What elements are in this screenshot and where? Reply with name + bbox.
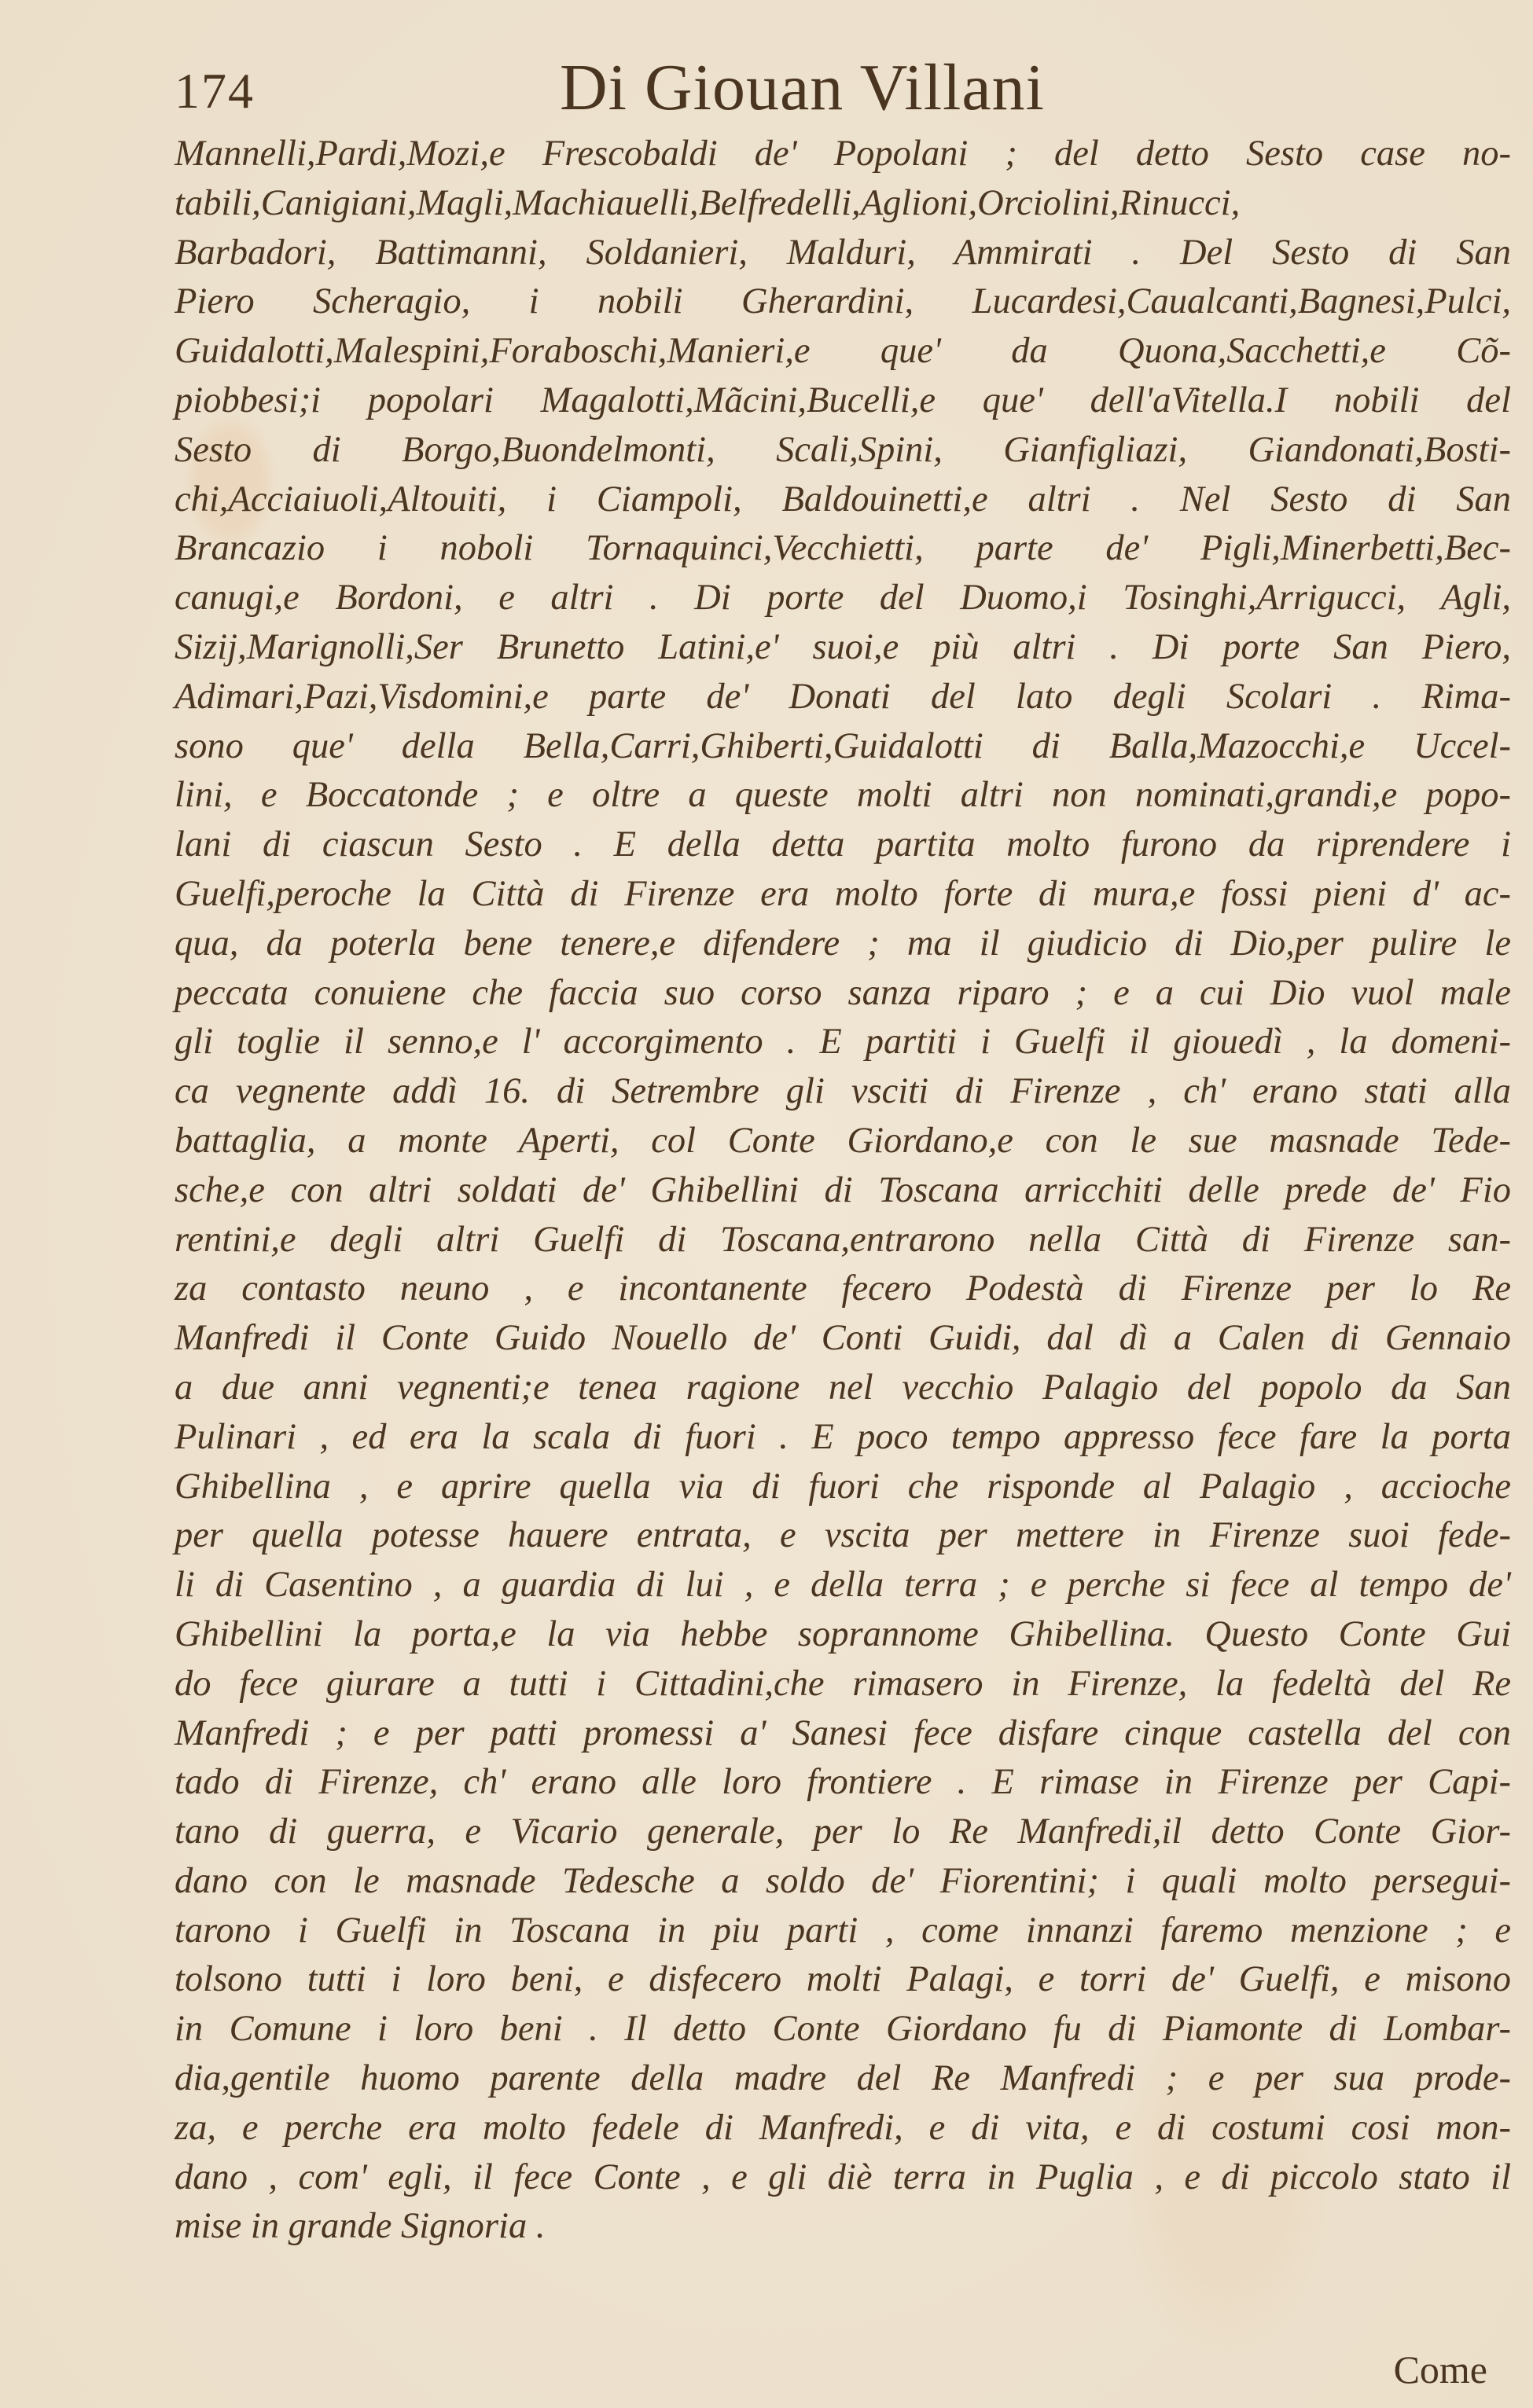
text-line: Adimari,Pazi,Visdomini,e parte de' Donati del lato degli Scolari . Rima- — [175, 676, 1511, 717]
text-line: Guidalotti,Malespini,Foraboschi,Manieri,e que' da Quona,Sacchetti,e Cõ- — [175, 331, 1511, 372]
text-line: Barbadori, Battimanni, Soldanieri, Malduri, Ammirati . Del Sesto di San — [175, 232, 1511, 273]
text-line: mise in grande Signoria . — [175, 2206, 546, 2247]
text-line: tabili,Canigiani,Magli,Machiauelli,Belfredelli,Aglioni,Orciolini,Rinucci, — [175, 182, 1241, 223]
book-page — [175, 51, 1511, 2391]
text-line: li di Casentino , a guardia di lui , e della terra ; e perche si fece al tempo de' — [175, 1565, 1511, 1606]
catchword: Come — [1393, 2347, 1487, 2391]
text-line: Ghibellini la porta,e la via hebbe soprannome Ghibellina. Questo Conte Gui — [175, 1613, 1511, 1654]
text-line: a due anni vegnenti;e tenea ragione nel vecchio Palagio del popolo da San — [175, 1367, 1511, 1408]
text-line: sono que' della Bella,Carri,Ghiberti,Guidalotti di Balla,Mazocchi,e Uccel- — [175, 725, 1511, 766]
body-text — [175, 130, 1511, 2252]
text-line: za contasto neuno , e incontanente fecero Podestà di Firenze per lo Re — [175, 1268, 1511, 1309]
text-line: Ghibellina , e aprire quella via di fuori che risponde al Palagio , accioche — [175, 1466, 1511, 1507]
text-line: gli toglie il senno,e l' accorgimento . E partiti i Guelfi il giouedì , la domeni- — [175, 1022, 1511, 1063]
text-line: lani di ciascun Sesto . E della detta partita molto furono da riprendere i — [175, 824, 1511, 865]
text-line: tarono i Guelfi in Toscana in piu parti , come innanzi faremo menzione ; e — [175, 1910, 1511, 1951]
text-line: Sesto di Borgo,Buondelmonti, Scali,Spini, Gianfigliazi, Giandonati,Bosti- — [175, 429, 1511, 470]
text-line: Guelfi,peroche la Città di Firenze era molto forte di mura,e fossi pieni d' ac- — [175, 873, 1511, 914]
text-line: Manfredi il Conte Guido Nouello de' Conti Guidi, dal dì a Calen di Gennaio — [175, 1318, 1511, 1359]
text-line: canugi,e Bordoni, e altri . Di porte del Duomo,i Tosinghi,Arrigucci, Agli, — [175, 578, 1511, 619]
text-line: rentini,e degli altri Guelfi di Toscana,entrarono nella Città di Firenze san- — [175, 1219, 1511, 1260]
text-line: peccata conuiene che faccia suo corso sanza riparo ; e a cui Dio vuol male — [175, 972, 1511, 1013]
text-line: dia,gentile huomo parente della madre del Re Manfredi ; e per sua prode- — [175, 2058, 1511, 2099]
text-line: piobbesi;i popolari Magalotti,Mãcini,Bucelli,e que' dell'aVitella.I nobili del — [175, 380, 1511, 420]
running-title: Di Giouan Villani — [560, 51, 1046, 124]
text-line: dano con le masnade Tedesche a soldo de' Fiorentini; i quali molto persegui- — [175, 1860, 1511, 1901]
text-line: battaglia, a monte Aperti, col Conte Giordano,e con le sue masnade Tede- — [175, 1120, 1511, 1161]
text-line: tolsono tutti i loro beni, e disfecero molti Palagi, e torri de' Guelfi, e misono — [175, 1959, 1511, 2000]
text-line: za, e perche era molto fedele di Manfredi, e di vita, e di costumi cosi mon- — [175, 2107, 1511, 2148]
text-line: Sizij,Marignolli,Ser Brunetto Latini,e' suoi,e più altri . Di porte San Piero, — [175, 626, 1511, 667]
text-line: lini, e Boccatonde ; e oltre a queste molti altri non nominati,grandi,e popo- — [175, 775, 1511, 816]
text-line: per quella potesse hauere entrata, e vscita per mettere in Firenze suoi fede- — [175, 1515, 1511, 1556]
text-line: do fece giurare a tutti i Cittadini,che rimasero in Firenze, la fedeltà del Re — [175, 1663, 1511, 1704]
running-head — [175, 51, 1511, 126]
text-line: in Comune i loro beni . Il detto Conte Giordano fu di Piamonte di Lombar- — [175, 2009, 1511, 2050]
text-line: tado di Firenze, ch' erano alle loro frontiere . E rimase in Firenze per Capi- — [175, 1762, 1511, 1803]
text-line: chi,Acciaiuoli,Altouiti, i Ciampoli, Baldouinetti,e altri . Nel Sesto di San — [175, 479, 1511, 519]
text-line: Brancazio i noboli Tornaquinci,Vecchietti, parte de' Pigli,Minerbetti,Bec- — [175, 528, 1511, 569]
text-line: Pulinari , ed era la scala di fuori . E poco tempo appresso fece fare la porta — [175, 1416, 1511, 1457]
text-line: Mannelli,Pardi,Mozi,e Frescobaldi de' Popolani ; del detto Sesto case no- — [175, 134, 1511, 174]
text-line: sche,e con altri soldati de' Ghibellini di Toscana arricchiti delle prede de' Fio — [175, 1169, 1511, 1210]
text-line: Manfredi ; e per patti promessi a' Sanesi fece disfare cinque castella del con — [175, 1712, 1511, 1753]
text-line: tano di guerra, e Vicario generale, per lo Re Manfredi,il detto Conte Gior- — [175, 1812, 1511, 1852]
text-line: ca vegnente addì 16. di Setrembre gli vsciti di Firenze , ch' erano stati alla — [175, 1071, 1511, 1112]
text-line: qua, da poterla bene tenere,e difendere ; ma il giudicio di Dio,per pulire le — [175, 923, 1511, 964]
text-line: Piero Scheragio, i nobili Gherardini, Lucardesi,Caualcanti,Bagnesi,Pulci, — [175, 281, 1511, 322]
text-line: dano , com' egli, il fece Conte , e gli diè terra in Puglia , e di piccolo stato il — [175, 2157, 1511, 2197]
page-number: 174 — [175, 63, 255, 119]
